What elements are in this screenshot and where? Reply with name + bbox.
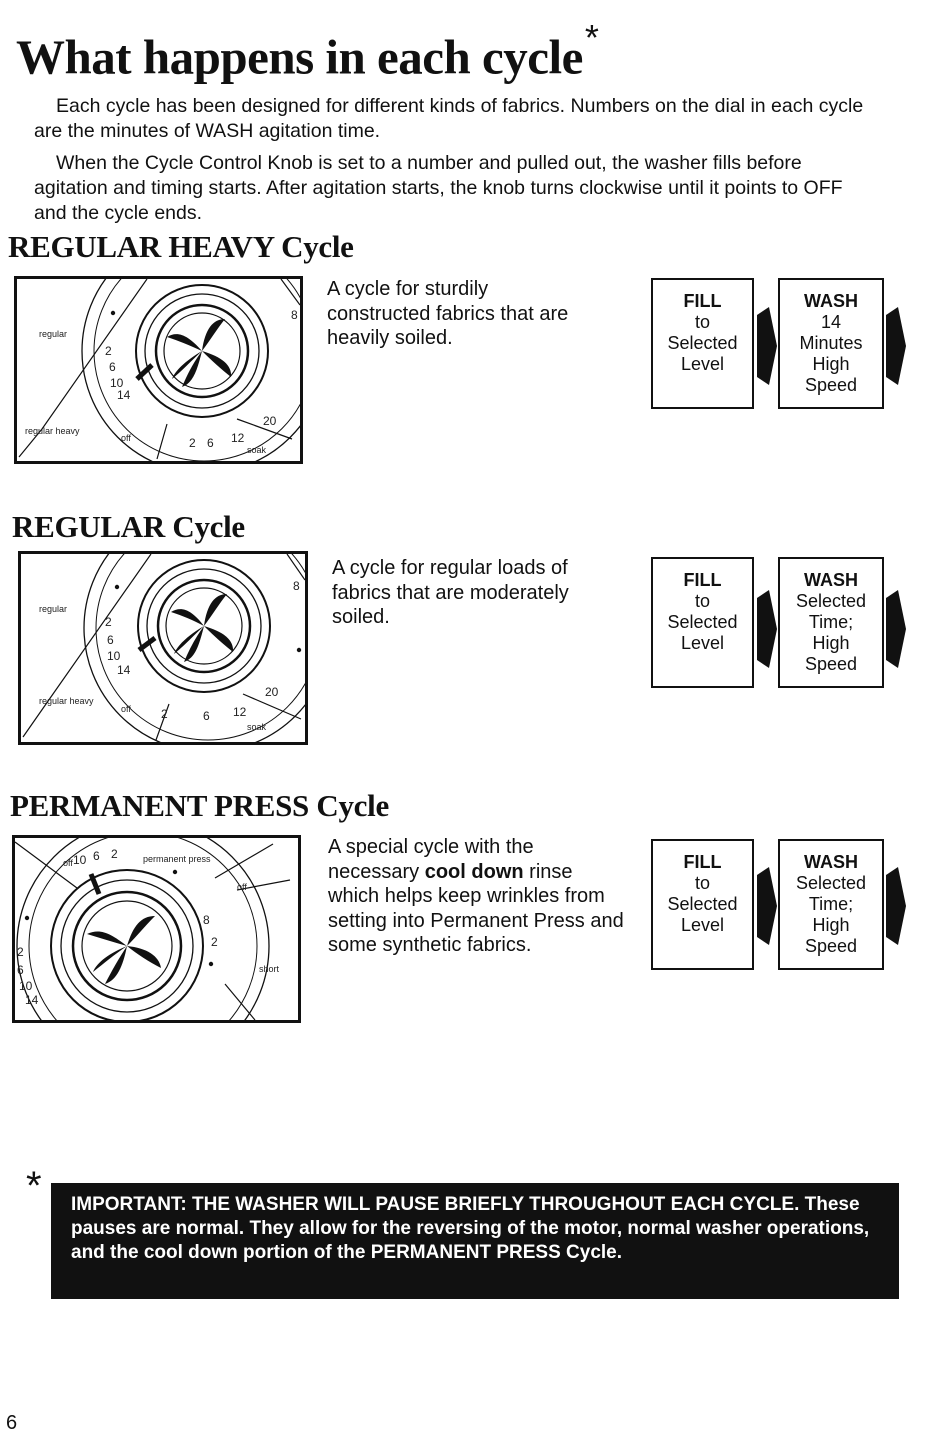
regular-description: A cycle for regular loads of fabrics that are moderately soiled. [332,557,569,628]
dial-number-6: 6 [107,633,114,647]
right-number-2: 2 [211,935,218,949]
dial-number-2: 2 [105,344,112,358]
soak-number-2: 2 [189,436,196,450]
wash-line-5: Speed [804,654,858,674]
dial-label-soak: soak [247,445,267,455]
important-asterisk: * [26,1164,42,1208]
wash-label: WASH [804,852,858,872]
dial-label-off: off [121,704,131,714]
regular-heavy-dial-illustration [14,276,303,464]
flow-arrow-icon [757,590,777,668]
dial-number-10: 10 [19,979,33,993]
dial-number-8: 8 [291,308,298,322]
permanent-press-description [328,835,628,958]
regular-dial-illustration [18,551,308,745]
right-number-8: 8 [203,913,210,927]
flow-arrow-icon [757,307,777,385]
fill-line-2: to [694,591,710,611]
permanent-press-heading: PERMANENT PRESS Cycle [10,788,389,823]
intro-paragraph-1: Each cycle has been designed for different kinds of fabrics. Numbers on the dial in each cycle are the minutes of WASH agitation time. [34,95,864,142]
intro-paragraph-2: When the Cycle Control Knob is set to a number and pulled out, the washer fills before agitation and timing starts. After agitation starts, the knob turns clockwise until it points to OFF and the cycle ends. [34,152,843,224]
wash-line-3: Time; [808,612,854,632]
dial-number-20: 20 [265,685,279,699]
soak-number-6: 6 [207,436,214,450]
dial-label-regular-heavy: regular heavy [25,426,80,436]
fill-line-3: Selected [667,612,738,632]
dial-number-14: 14 [117,388,131,402]
wash-line-3: Minutes [799,333,863,353]
fill-line-4: Level [680,915,725,935]
dial-number-14: 14 [117,663,131,677]
wash-line-5: Speed [804,375,858,395]
dial-label-off: off [121,433,131,443]
flow-arrow-icon [886,307,906,385]
wash-label: WASH [804,291,858,311]
dial-number-20: 20 [263,414,277,428]
dial-number-6: 6 [17,963,24,977]
dial-number-2: 2 [105,615,112,629]
soak-number-6: 6 [203,709,210,723]
fill-label: FILL [683,570,722,590]
flow-arrow-icon [886,867,906,945]
permanent-press-dial-illustration [12,835,301,1023]
wash-line-4: High [812,354,850,374]
wash-line-2: Selected [795,591,867,611]
dial-label-off-right: off [237,882,247,892]
permanent-press-wash-box [778,839,884,970]
flow-arrow-icon [886,590,906,668]
dial-number-6: 6 [109,360,116,374]
soak-number-2: 2 [161,707,168,721]
wash-line-2: Selected [795,873,867,893]
cool-down-emphasis: cool down [424,860,524,883]
fill-label: FILL [683,291,722,311]
soak-number-12: 12 [233,705,247,719]
dial-number-2: 2 [17,945,24,959]
regular-wash-box [778,557,884,688]
dial-number-14: 14 [25,993,39,1007]
fill-line-3: Selected [667,894,738,914]
dial-label-permanent-press: permanent press [143,854,211,864]
regular-heavy-heading: REGULAR HEAVY Cycle [8,229,354,264]
regular-heading: REGULAR Cycle [12,509,245,544]
soak-number-12: 12 [231,431,245,445]
dial-label-soak: soak [247,722,267,732]
regular-heavy-wash-box [778,278,884,409]
flow-arrow-icon [757,867,777,945]
fill-line-4: Level [680,633,725,653]
dial-label-regular: regular [39,329,68,339]
regular-heavy-fill-box [651,278,754,409]
fill-line-3: Selected [667,333,738,353]
wash-label: WASH [804,570,858,590]
top-number-6: 6 [93,849,100,863]
regular-fill-box [651,557,754,688]
fill-line-4: Level [680,354,725,374]
title-asterisk: * [584,17,599,58]
important-notice: IMPORTANT: THE WASHER WILL PAUSE BRIEFLY THROUGHOUT EACH CYCLE. These pauses are normal. They allow for the reversing of the motor, normal washer operations, and the cool down portion of the PERMANENT PRESS Cycle. [51,1183,899,1299]
permanent-press-fill-box [651,839,754,970]
dial-number-10: 10 [110,376,124,390]
regular-heavy-description: A cycle for sturdily constructed fabrics that are heavily soiled. [327,278,569,349]
dial-label-regular-heavy: regular heavy [39,696,94,706]
fill-line-2: to [694,312,710,332]
wash-line-2: 14 [820,312,842,332]
dial-label-short: short [259,964,280,974]
dial-number-10: 10 [107,649,121,663]
dial-number-8: 8 [293,579,300,593]
dial-label-regular: regular [39,604,68,614]
top-number-2: 2 [111,847,118,861]
wash-line-5: Speed [804,936,858,956]
wash-line-3: Time; [808,894,854,914]
description-text-2: rinse which helps keep wrinkles from setting into Permanent Press and some synthetic fabrics. [328,860,624,956]
fill-label: FILL [683,852,722,872]
page-number: 6 [6,1412,18,1434]
top-number-10: 10 [73,853,87,867]
dial-label-off-left: off [63,858,73,868]
wash-line-4: High [812,915,850,935]
page-title-text: What happens in each cycle [16,29,583,85]
fill-line-2: to [694,873,710,893]
page-title [16,17,599,85]
wash-line-4: High [812,633,850,653]
description-text-1: A special cycle with the necessary [328,836,534,883]
